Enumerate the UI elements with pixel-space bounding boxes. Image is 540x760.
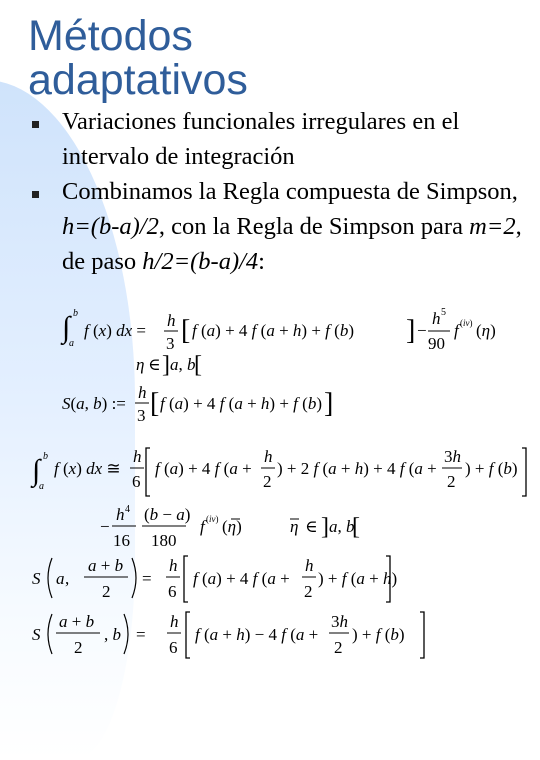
svg-text:[: [: [352, 514, 360, 540]
svg-text:[: [: [194, 352, 202, 378]
formula-composite-error: [100, 502, 370, 557]
svg-text:3h: 3h: [331, 612, 348, 631]
title-line-2: adaptativos: [28, 56, 248, 104]
svg-text:f (a) + 4 f (a + h) + f (b): f (a) + 4 f (a + h) + f (b): [192, 321, 354, 340]
bullet-text-part: , con la Regla de Simpson para: [158, 213, 470, 240]
svg-text:∫: ∫: [62, 311, 71, 344]
svg-text:90: 90: [428, 334, 445, 353]
formula-eta-interval: [134, 352, 214, 385]
svg-text:, b: , b: [104, 625, 121, 644]
svg-text:h: h: [432, 309, 441, 328]
svg-text:[: [: [181, 315, 191, 346]
svg-text:) + f (a + h): ) + f (a + h): [318, 569, 398, 588]
svg-text:h: h: [167, 311, 176, 330]
svg-text:−: −: [417, 321, 427, 340]
svg-text:(η): (η): [222, 517, 242, 536]
formula-composite-simpson: [32, 444, 532, 505]
svg-text:=: =: [142, 569, 152, 588]
bullet-square-icon: [32, 191, 39, 198]
svg-text:) + f (b): ) + f (b): [352, 625, 405, 644]
svg-text:5: 5: [441, 307, 446, 318]
svg-text:(η): (η): [476, 321, 496, 340]
svg-text:) + 2 f (a + h) + 4 f (a +: ) + 2 f (a + h) + 4 f (a +: [277, 459, 437, 478]
svg-text:h: h: [264, 447, 273, 466]
svg-text:[: [: [150, 388, 160, 419]
formula-s-ab: [62, 382, 352, 437]
svg-text:f (a) + 4 f (a +: f (a) + 4 f (a +: [193, 569, 290, 588]
svg-text:]: ]: [406, 315, 416, 346]
svg-text:2: 2: [334, 638, 343, 657]
title-line-1: Métodos: [28, 12, 193, 60]
bullet-math-step: h/2=(b-a)/4: [142, 248, 259, 275]
svg-text:180: 180: [151, 531, 177, 550]
svg-text:η: η: [136, 355, 145, 374]
svg-text:a + b: a + b: [59, 612, 95, 631]
svg-text:f (x) dx ≅: f (x) dx ≅: [54, 459, 121, 478]
bullet-math-m: m=2: [469, 213, 516, 240]
svg-text:S: S: [32, 625, 41, 644]
svg-text:∈: ∈: [148, 355, 161, 374]
svg-text:]: ]: [321, 514, 329, 540]
svg-text:b: b: [73, 308, 78, 319]
svg-text:a: a: [56, 569, 65, 588]
svg-text:2: 2: [74, 638, 83, 657]
formula-s-left-half: [32, 552, 398, 609]
svg-text:(b − a): (b − a): [144, 505, 191, 524]
svg-text:f: f: [454, 321, 459, 340]
svg-text:f (a + h) − 4 f (a +: f (a + h) − 4 f (a +: [195, 625, 319, 644]
svg-text:6: 6: [132, 472, 141, 491]
formula-simpson-error: [60, 304, 496, 359]
svg-text:4: 4: [125, 504, 130, 515]
svg-text:]: ]: [162, 352, 170, 378]
svg-text:6: 6: [168, 582, 177, 601]
bullet-text-part: , de paso: [62, 213, 522, 275]
svg-text:2: 2: [263, 472, 272, 491]
svg-text:∫: ∫: [32, 454, 41, 487]
bullet-item-2: [30, 174, 530, 279]
svg-text:f (a) + 4 f (a + h) + f (b): f (a) + 4 f (a + h) + f (b): [160, 394, 322, 413]
svg-text:h: h: [169, 556, 178, 575]
svg-text:h: h: [133, 447, 142, 466]
svg-text:(iv): (iv): [460, 318, 473, 328]
svg-text:]: ]: [324, 388, 334, 419]
formula-s-right-half: [32, 608, 405, 665]
bullet-square-icon: [32, 121, 39, 128]
svg-text:2: 2: [102, 582, 111, 601]
svg-text:f: f: [200, 517, 205, 536]
svg-text:3: 3: [166, 334, 175, 353]
svg-text:h: h: [116, 505, 125, 524]
svg-text:16: 16: [113, 531, 130, 550]
svg-text:a, b: a, b: [170, 355, 196, 374]
bullet-item-1: [30, 104, 530, 174]
svg-text:(iv): (iv): [206, 514, 219, 524]
svg-text:a + b: a + b: [88, 556, 124, 575]
svg-text:h: h: [170, 612, 179, 631]
svg-text:b: b: [43, 451, 48, 462]
svg-text:η: η: [290, 517, 299, 536]
svg-text:f (a) + 4 f (a +: f (a) + 4 f (a +: [155, 459, 252, 478]
bullet-text-part: :: [258, 248, 265, 275]
svg-text:f (x) dx =: f (x) dx =: [84, 321, 147, 340]
bullet-math-h: h=(b-a)/2: [62, 213, 159, 240]
svg-text:3: 3: [137, 406, 146, 425]
bullet-text-part: Combinamos la Regla compuesta de Simpson,: [62, 178, 518, 205]
svg-text:S: S: [32, 569, 41, 588]
svg-text:h: h: [305, 556, 314, 575]
svg-text:∈: ∈: [305, 517, 318, 536]
svg-text:2: 2: [447, 472, 456, 491]
bullet-text: Variaciones funcionales irregulares en el intervalo de integración: [62, 108, 460, 170]
bullet-list: [30, 104, 530, 279]
svg-text:S(a, b) :=: S(a, b) :=: [62, 394, 126, 413]
svg-text:2: 2: [304, 582, 313, 601]
svg-text:) + f (b): ) + f (b): [465, 459, 518, 478]
svg-text:−: −: [100, 517, 110, 536]
svg-text:=: =: [136, 625, 146, 644]
svg-text:3h: 3h: [444, 447, 461, 466]
svg-text:6: 6: [169, 638, 178, 657]
svg-text:a: a: [69, 338, 74, 349]
svg-text:a: a: [39, 481, 44, 492]
page-title: [28, 14, 248, 102]
svg-text:h: h: [138, 383, 147, 402]
svg-text:,: ,: [65, 569, 70, 588]
svg-text:a, b: a, b: [329, 517, 355, 536]
